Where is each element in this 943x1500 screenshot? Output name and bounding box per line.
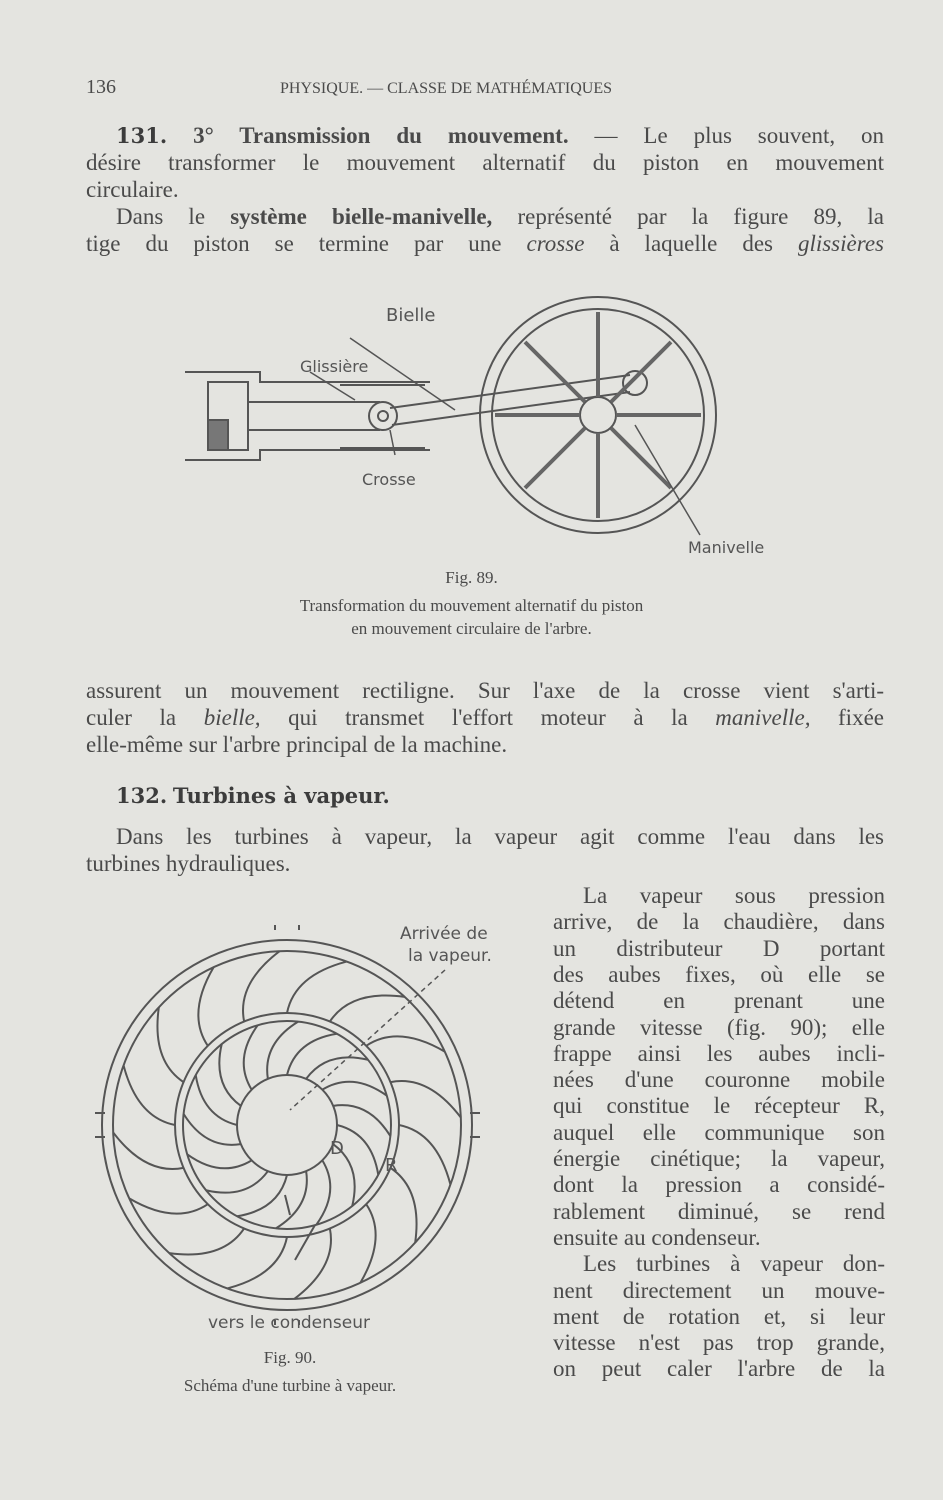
- figure-caption: en mouvement circulaire de l'arbre.: [351, 619, 592, 638]
- text-line: nent directement un mouve-: [553, 1277, 885, 1303]
- text-line: détend en prenant une: [553, 988, 885, 1014]
- label-condenseur: vers le condenseur: [208, 1313, 370, 1333]
- text-line: énergie cinétique; la vapeur,: [553, 1146, 885, 1171]
- text-line: frappe ainsi les aubes incli-: [553, 1040, 885, 1066]
- section-title: 3° Transmission du mouvement.: [193, 123, 569, 148]
- section-132-heading: 132. Turbines à vapeur.: [116, 783, 390, 808]
- text-line: nées d'une couronne mobile: [553, 1067, 885, 1093]
- text-line: désire transformer le mouvement alternatif du piston en mouvement: [86, 150, 884, 175]
- text-line: ment de rotation et, si leur: [553, 1303, 885, 1329]
- text-line: tige du piston se termine par une crosse à laquelle des glissières: [86, 231, 884, 256]
- text-line: assurent un mouvement rectiligne. Sur l'axe de la crosse vient s'arti-: [86, 678, 884, 703]
- text-line: on peut caler l'arbre de la: [553, 1356, 885, 1382]
- label-r: R: [385, 1155, 398, 1176]
- figure-number: Fig. 89.: [445, 568, 498, 587]
- text-line: qui constitue le récepteur R,: [553, 1093, 885, 1119]
- text-line: elle-même sur l'arbre principal de la machine.: [86, 732, 508, 757]
- label-crosse: Crosse: [362, 470, 416, 489]
- label-manivelle: Manivelle: [688, 538, 765, 557]
- text-line: rablement diminué, se rend: [553, 1198, 885, 1224]
- label-d: D: [330, 1138, 344, 1159]
- text-line: grande vitesse (fig. 90); elle: [553, 1014, 885, 1040]
- figure-caption: Transformation du mouvement alternatif du piston: [299, 596, 644, 615]
- figure-number: Fig. 90.: [263, 1348, 317, 1367]
- text-line: Dans les turbines à vapeur, la vapeur agit comme l'eau dans les: [116, 824, 884, 849]
- text-line: circulaire.: [86, 177, 179, 202]
- section-131-line-1: 131. 3° Transmission du mouvement. — Le plus souvent, on: [116, 123, 885, 148]
- bielle-manivelle-diagram: [180, 280, 770, 560]
- text-line: turbines hydrauliques.: [86, 851, 291, 876]
- turbine-diagram: [90, 925, 480, 1325]
- text-line: des aubes fixes, où elle se: [553, 961, 885, 987]
- figure-caption: Schéma d'une turbine à vapeur.: [183, 1376, 397, 1395]
- text-line: La vapeur sous pression: [583, 883, 885, 908]
- text-line: Les turbines à vapeur don-: [583, 1251, 885, 1277]
- text-line: un distributeur D portant: [553, 935, 885, 961]
- label-arrivee: Arrivée de: [400, 924, 488, 944]
- label-bielle: Bielle: [386, 305, 436, 326]
- text-line: auquel elle communique son: [553, 1119, 885, 1145]
- text-line: ensuite au condenseur.: [553, 1224, 761, 1250]
- text-line: Dans le système bielle-manivelle, représenté par la figure 89, la: [116, 204, 884, 229]
- running-title: PHYSIQUE. — CLASSE DE MATHÉMATIQUES: [280, 80, 613, 97]
- label-glissiere: Glissière: [300, 357, 369, 376]
- section-number: 131.: [116, 123, 168, 148]
- text-line: culer la bielle, qui transmet l'effort moteur à la manivelle, fixée: [86, 705, 884, 730]
- text-line: arrive, de la chaudière, dans: [553, 909, 885, 935]
- text-line: dont la pression a considé-: [553, 1172, 885, 1198]
- page-number: 136: [86, 76, 116, 98]
- label-arrivee: la vapeur.: [408, 946, 492, 966]
- text-line: vitesse n'est pas trop grande,: [553, 1330, 885, 1356]
